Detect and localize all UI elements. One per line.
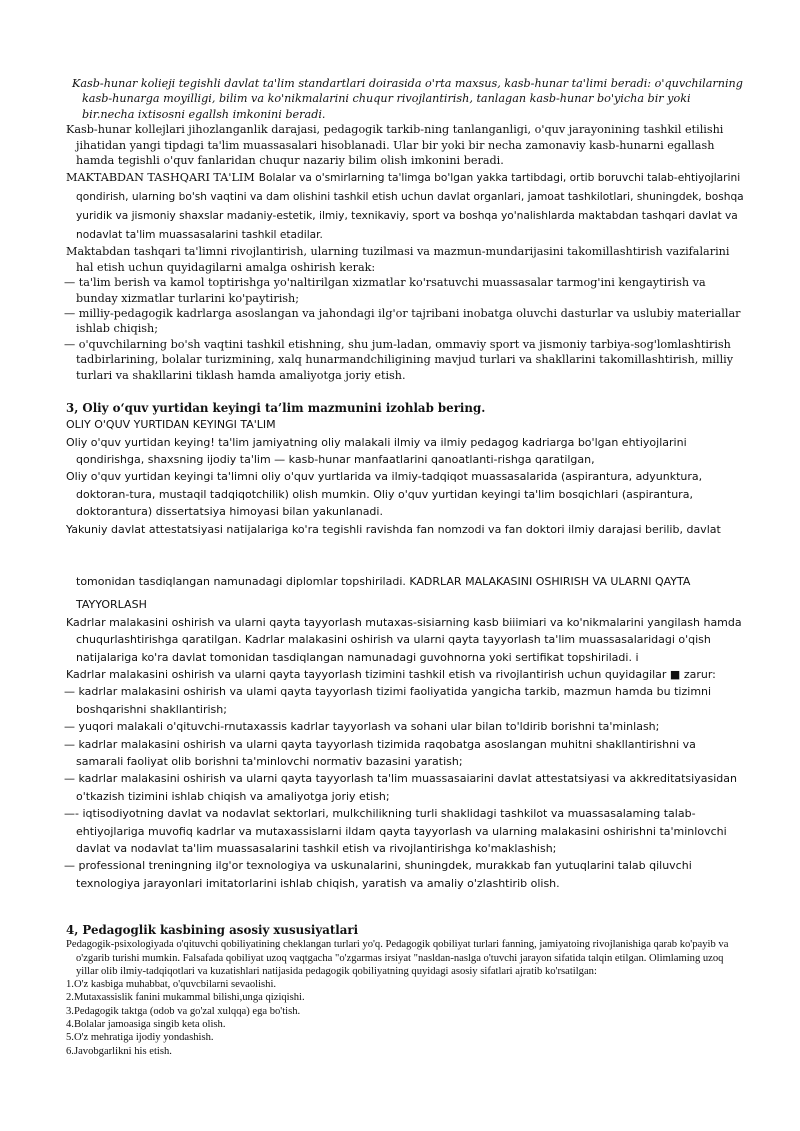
- list-item: — milliy-pedagogik kadrlarga asoslangan va jahondagi ilg'or tajribani inobatga oluvchi dasturlar va uslubiy materiallar ishlab chiqish;: [64, 307, 741, 336]
- list-item: 1.O'z kasbiga muhabbat, o'quvcbilarni sevaolishi.: [66, 979, 277, 991]
- intro-paragraph: Kasb-hunar kolieji tegishli davlat ta'lim standartlari doirasida o'rta maxsus, kasb-hunar ta'limi beradi: o'quvchilarning kasb-hunarga moyilligi, bilim va ko'nikmalarini chuqur rivojlantirish, tanlagan kasb-hunar bo'yicha bir yoki bir.necha ixtisosni egallsh imkonini beradi.: [72, 77, 743, 121]
- kadrlar-title: TAYYORLASH: [76, 598, 147, 612]
- list-item: 6.Javobgarlikni his etish.: [66, 1045, 172, 1057]
- oliy-paragraph-3: Yakuniy davlat attestatsiyasi natijalariga ko'ra tegishli ravishda fan nomzodi va fan doktori ilmiy darajasi berilib, davlat: [66, 522, 721, 536]
- kadr-paragraph-1: Kadrlar malakasini oshirish va ularni qayta tayyorlash mutaxas-sisiarning kasb biiimiari va ko'nikmalarini yangilash hamda chuqurlashtirishga qaratilgan. Kadrlar malakasini oshirish va ularni qayta tayyorlash ta'lim muassasalaridagi o'qish natijalariga ko'ra davlat tomonidan tasdiqlangan namunadagi guvohnorna yoki sertifikat topshiriladi. i: [66, 615, 742, 664]
- oliy-paragraph-2: Oliy o'quv yurtidan keyingi ta'limni oliy o'quv yurtlarida va ilmiy-tadqiqot muassasalarida (aspirantura, adyunktura, doktoran-tura, mustaqil tadqiqotchilik) olish mumkin. Oliy o'quv yurtidan keyingi ta'lim bosqichlari (aspirantura, doktorantura) dissertatsiya himoyasi bilan yakunlanadi.: [66, 470, 703, 519]
- kollej-paragraph: Kasb-hunar kollejlari jihozlanganlik darajasi, pedagogik tarkib-ning tanlanganligi, o'quv jarayonining tashkil etilishi jihatidan yangi tipdagi ta'lim muassasalari hisoblanadi. Ular bir yoki bir necha zamonaviy kasb-hunarni egallash hamda tegishli o'quv fanlaridan chuqur nazariy bilim olish imkonini beradi.: [66, 123, 724, 168]
- section-3-heading: 3, Oliy o‘quv yurtidan keyingi ta’lim mazmunini izohlab bering.: [66, 401, 486, 416]
- vazifa-paragraph: Maktabdan tashqari ta'limni rivojlantirish, ularning tuzilmasi va mazmun-mundarijasini takomillashtirish vazifalarini hal etish uchun quyidagilarni amalga oshirish kerak:: [66, 245, 730, 274]
- pedagog-list: [66, 978, 746, 1058]
- kadr-paragraph-2: Kadrlar malakasini oshirish va ularni qayta tayyorlash tizimini tashkil etish va rivojlantirish uchun quyidagilar ■ zarur:: [66, 667, 716, 681]
- maktab-list: [66, 275, 746, 383]
- list-item: —- iqtisodiyotning davlat va nodavlat sektorlari, mulkchilikning turli shaklidagi tashkilot va muassasalaming talab-ehtiyojlariga muvofiq kadrlar va mutaxassislarni ildam qayta tayyorlash va ularning malakasini oshirishni ta'minlovchi davlat va nodavlat ta'lim muassasalarini tashkil etish va rivojlantirishga ko'maklashish;: [64, 807, 727, 856]
- list-item: — kadrlar malakasini oshirish va ulami qayta tayyorlash tizimi faoliyatida yangicha tarkib, mazmun hamda bu tizimni boshqarishni shakllantirish;: [64, 685, 712, 716]
- kadr-list: [66, 683, 746, 892]
- section-4-heading: 4, Pedagoglik kasbining asosiy xususiyatlari: [66, 923, 359, 938]
- list-item: — kadrlar malakasini oshirish va ularni qayta tayyorlash tizimida raqobatga asoslangan muhitni shakllantirishni va samarali faoliyat olib borishni ta'minlovchi normativ bazasini yaratish;: [64, 737, 696, 768]
- maktab-body: Bolalar va o'smirlarning ta'limga bo'lgan yakka tartibdagi, ortib boruvchi talab-ehtiyojlarini qondirish, ularning bo'sh vaqtini va dam olishini tashkil etish uchun davlat organlari, jamoat tashkilotlari, shuningdek, boshqa yuridik va jismoniy shaxslar madaniy-estetik, ilmiy, texnikaviy, sport va boshqa yo'nalishlarda maktabdan tashqari davlat va nodavlat ta'lim muassasalarini tashkil etadilar.: [76, 172, 744, 242]
- list-item: — yuqori malakali o'qituvchi-rnutaxassis kadrlar tayyorlash va sohani ular bilan to'ldirib borishni ta'minlash;: [64, 720, 660, 734]
- pedagog-paragraph: Pedagogik-psixologiyada o'qituvchi qobiliyatining cheklangan turlari yo'q. Pedagogik qobiliyat turlari fanning, jamiyatoing rivojlanishiga qarab ko'payib va o'zgarib turishi mumkin. Falsafada qobiliyat uzoq vaqtgacha "o'zgarmas irsiyat "nasldan-naslga o'tuvchi jarayon sifatida talqin etilgan. Olimlaming uzoq yillar olib ilmiy-tadqiqotlari va kuzatishlari natijasida pedagogik qobiliyatning quyidagi asosiy sifatlari ajratib ko'rsatilgan:: [66, 939, 729, 977]
- list-item: 4.Bolalar jamoasiga singib keta olish.: [66, 1019, 226, 1031]
- maktab-heading: MAKTABDAN TASHQARI TA'LIM: [66, 171, 255, 185]
- list-item: — professional treningning ilg'or texnologiya va uskunalarini, shuningdek, murakkab fan yutuqlarini talab qiluvchi texnologiya jarayonlari imitatorlarini ishlab chiqish, yaratish va amaliy o'zlashtirib olish.: [64, 859, 692, 890]
- list-item: 3.Pedagogik taktga (odob va go'zal xulqqa) ega bo'tish.: [66, 1005, 301, 1017]
- maktab-paragraph: [66, 168, 746, 244]
- list-item: 5.O'z mehratiga ijodiy yondashish.: [66, 1032, 214, 1044]
- list-item: — kadrlar malakasini oshirish va ularni qayta tayyorlash ta'lim muassasaiarini davlat attestatsiyasi va akkreditatsiyasidan o'tkazish tizimini ishlab chiqish va amaliyotga joriy etish;: [64, 772, 737, 803]
- document-page: [66, 76, 746, 1058]
- list-item: — ta'lim berish va kamol toptirishga yo'naltirilgan xizmatlar ko'rsatuvchi muassasalar tarmog'ini kengaytirish va bunday xizmatlar turlarini ko'paytirish;: [64, 276, 706, 305]
- list-item: — o'quvchilarning bo'sh vaqtini tashkil etishning, shu jum-ladan, ommaviy sport va jismoniy tarbiya-sog'lomlashtirish tadbirlarining, bolalar turizmining, xalq hunarmandchiligining mavjud turlari va shakllarini takomillashtirish, milliy turlari va shakllarini tiklash hamda amaliyotga joriy etish.: [64, 337, 734, 382]
- list-item: 2.Mutaxassislik fanini mukammal bilishi,unga qiziqishi.: [66, 992, 305, 1004]
- oliy-paragraph-1: Oliy o'quv yurtidan keying! ta'lim jamiyatning oliy malakali ilmiy va ilmiy pedagog kadriarga bo'lgan ehtiyojlarini qondirishga, shaxsning ijodiy ta'lim — kasb-hunar manfaatlarini qanoatlanti-rishga qaratilgan,: [66, 435, 687, 466]
- oliy-title: OLIY O'QUV YURTIDAN KEYINGI TA'LIM: [66, 418, 276, 432]
- oliy-paragraph-4: tomonidan tasdiqlangan namunadagi diplomlar topshiriladi. KADRLAR MALAKASINI OSHIRISH VA ULARNI QAYTA: [76, 574, 691, 588]
